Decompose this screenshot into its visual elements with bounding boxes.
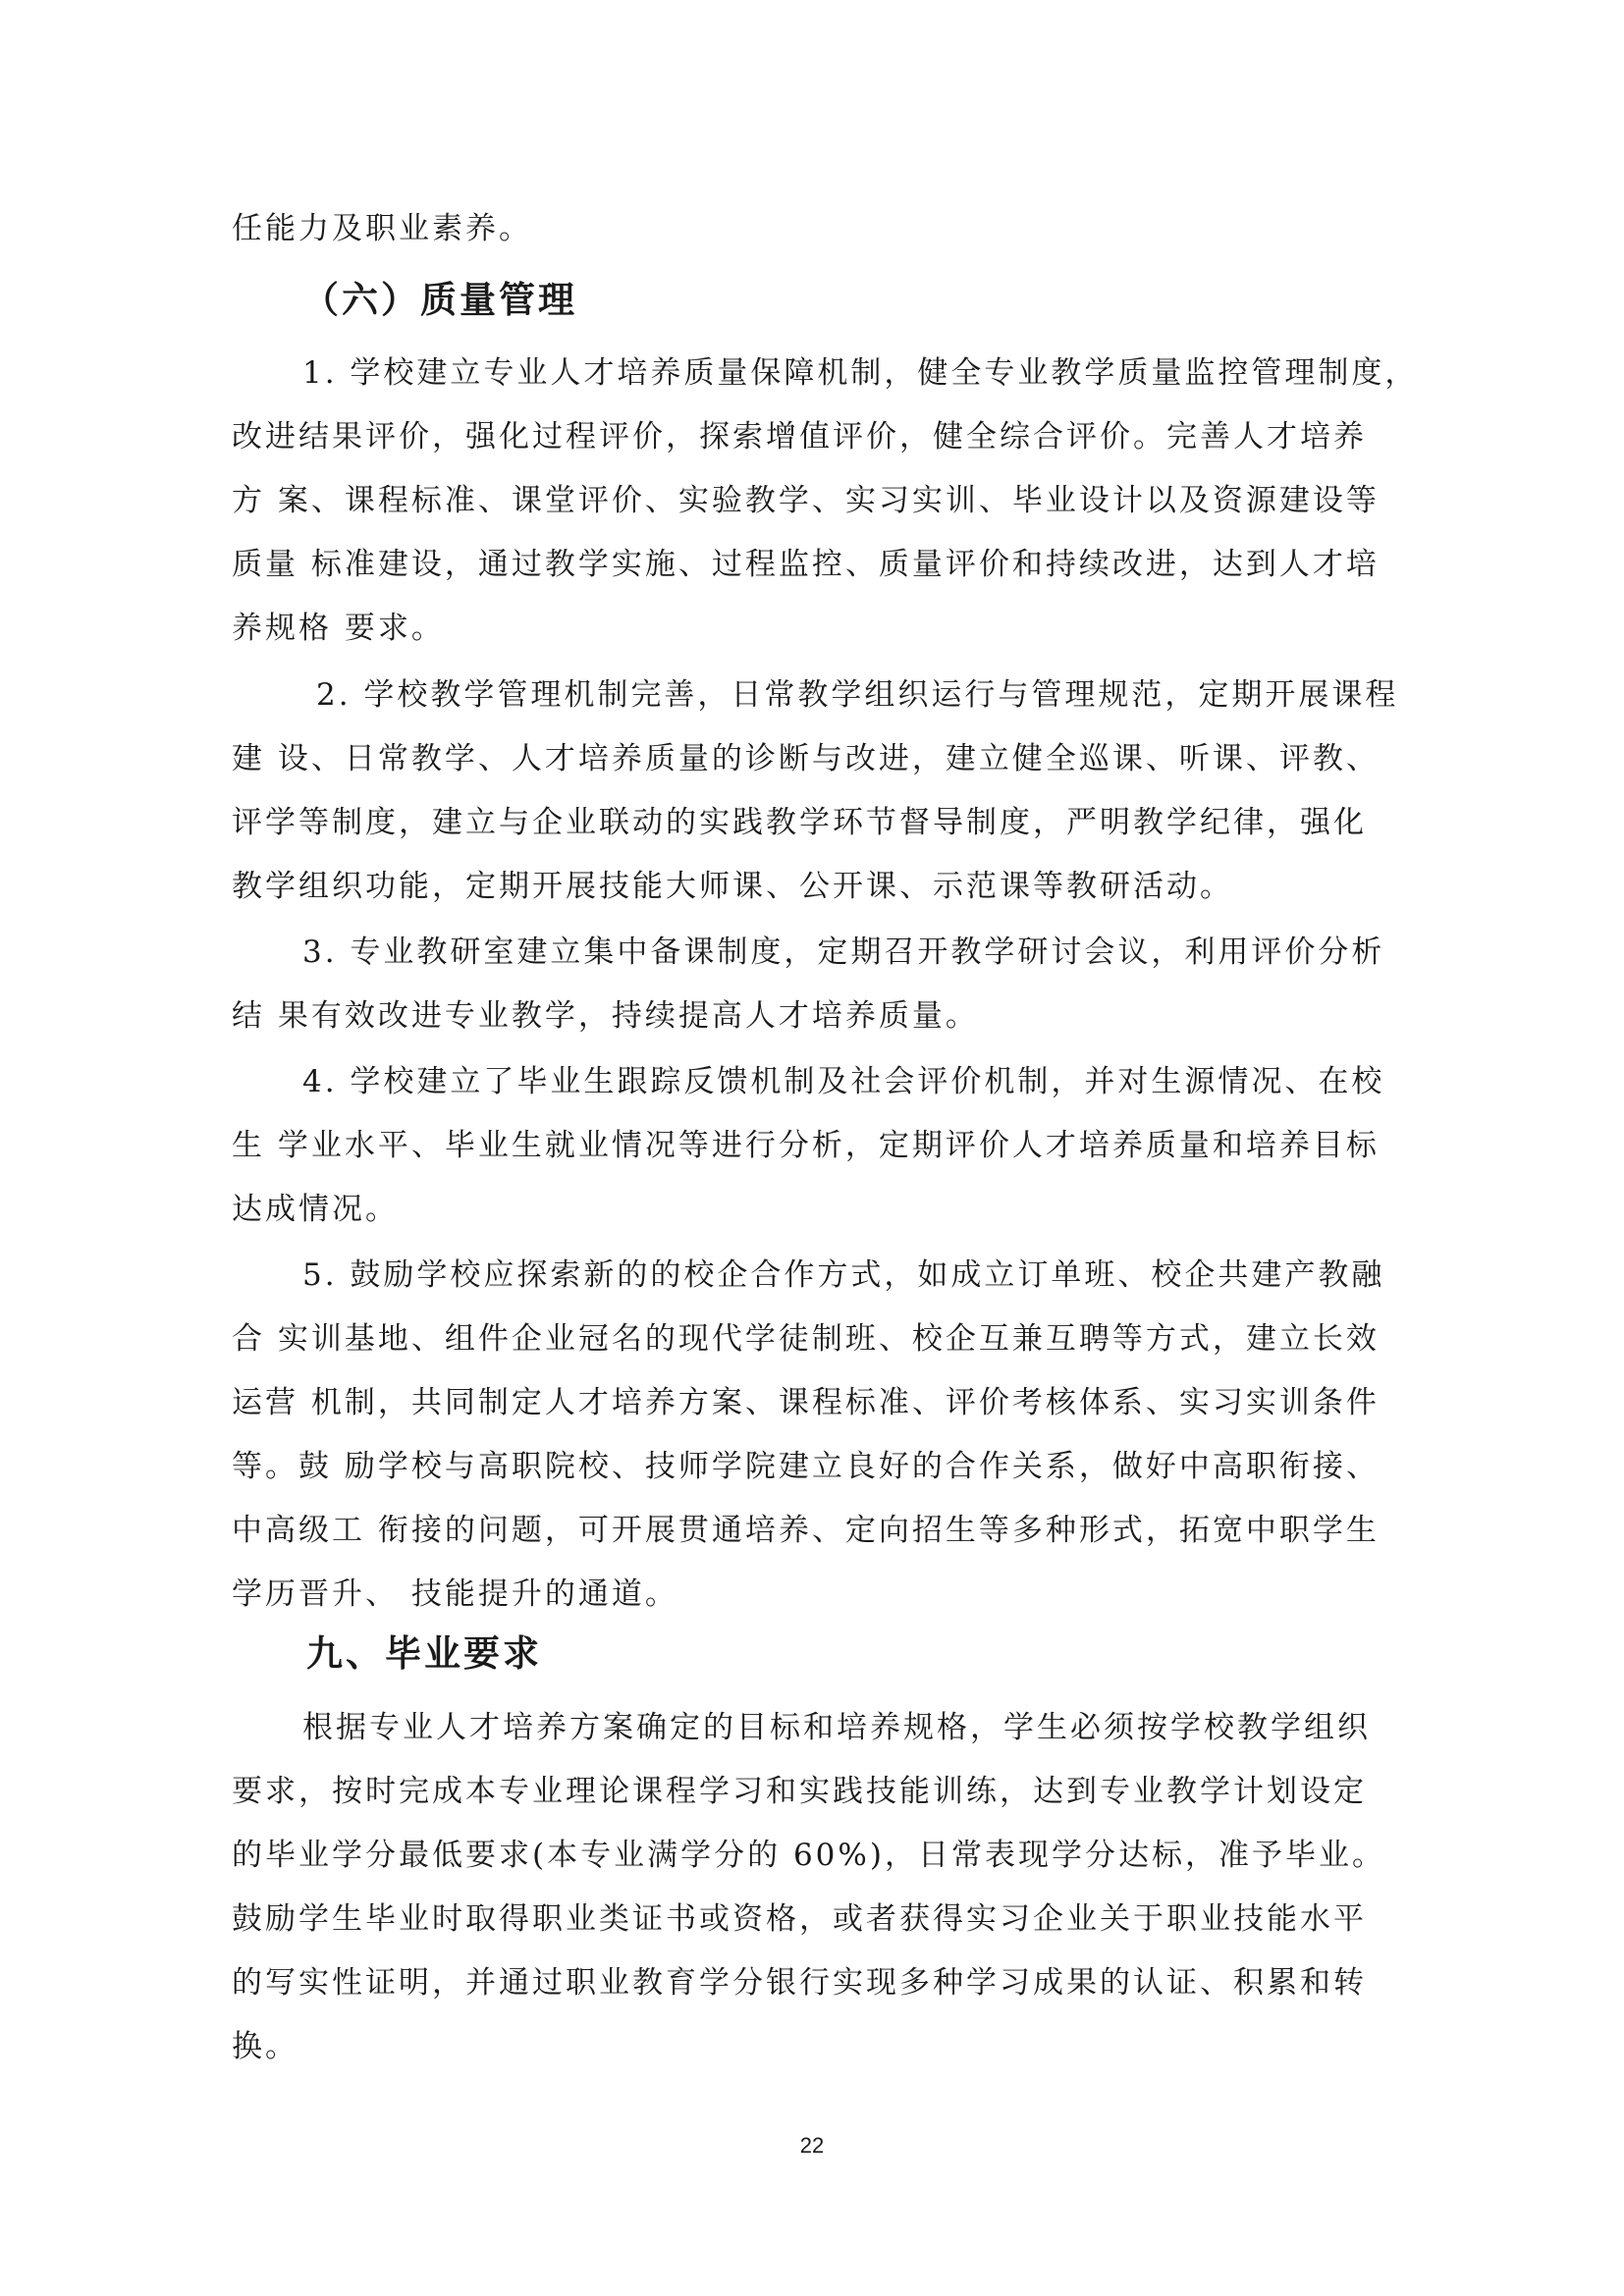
paragraph-line: 鼓励学生毕业时取得职业类证书或资格，或者获得实习企业关于职业技能水平 [232, 1901, 1367, 1937]
paragraph-line: 运营 机制，共同制定人才培养方案、课程标准、评价考核体系、实习实训条件 [232, 1385, 1380, 1420]
paragraph-line: 任能力及职业素养。 [232, 211, 532, 246]
paragraph-line: 养规格 要求。 [232, 611, 445, 646]
paragraph-line: 换。 [232, 2029, 298, 2064]
paragraph-line: 4. 学校建立了毕业生跟踪反馈机制及社会评价机制，并对生源情况、在校 [302, 1064, 1385, 1099]
paragraph-line: 3. 专业教研室建立集中备课制度，定期召开教学研讨会议，利用评价分析 [302, 934, 1385, 970]
section-heading-graduation-requirements: 九、毕业要求 [306, 1632, 542, 1675]
paragraph-line: 达成情况。 [232, 1192, 399, 1227]
paragraph-line: 生 学业水平、毕业生就业情况等进行分析，定期评价人才培养质量和培养目标 [232, 1128, 1380, 1163]
paragraph-line: 要求，按时完成本专业理论课程学习和实践技能训练，达到专业教学计划设定 [232, 1774, 1367, 1809]
page-number: 22 [799, 2133, 825, 2158]
paragraph-line: 学历晋升、 技能提升的通道。 [232, 1576, 678, 1612]
paragraph-line: 的写实性证明，并通过职业教育学分银行实现多种学习成果的认证、积累和转 [232, 1965, 1367, 2001]
paragraph-line: 建 设、日常教学、人才培养质量的诊断与改进，建立健全巡课、听课、评教、 [232, 741, 1380, 776]
paragraph-line: 合 实训基地、组件企业冠名的现代学徒制班、校企互兼互聘等方式，建立长效 [232, 1321, 1380, 1357]
paragraph-line: 质量 标准建设，通过教学实施、过程监控、质量评价和持续改进，达到人才培 [232, 547, 1380, 582]
section-heading-quality-management: （六）质量管理 [302, 279, 577, 321]
paragraph-line: 方 案、课程标准、课堂评价、实验教学、实习实训、毕业设计以及资源建设等 [232, 483, 1380, 518]
paragraph-line: 等。鼓 励学校与高职院校、技师学院建立良好的合作关系，做好中高职衔接、 [232, 1449, 1380, 1484]
paragraph-line: 中高级工 衔接的问题，可开展贯通培养、定向招生等多种形式，拓宽中职学生 [232, 1513, 1380, 1548]
paragraph-line: 结 果有效改进专业教学，持续提高人才培养质量。 [232, 998, 979, 1034]
paragraph-line: 2. 学校教学管理机制完善，日常教学组织运行与管理规范，定期开展课程 [316, 677, 1399, 713]
paragraph-line: 评学等制度，建立与企业联动的实践教学环节督导制度，严明教学纪律，强化 [232, 805, 1367, 840]
paragraph-line: 改进结果评价，强化过程评价，探索增值评价，健全综合评价。完善人才培养 [232, 419, 1367, 454]
paragraph-line: 5. 鼓励学校应探索新的的校企合作方式，如成立订单班、校企共建产教融 [302, 1257, 1385, 1293]
paragraph-line: 1. 学校建立专业人才培养质量保障机制，健全专业教学质量监控管理制度， [302, 355, 1419, 391]
paragraph-line: 根据专业人才培养方案确定的目标和培养规格，学生必须按学校教学组织 [302, 1710, 1371, 1745]
paragraph-line: 教学组织功能，定期开展技能大师课、公开课、示范课等教研活动。 [232, 869, 1233, 904]
paragraph-line: 的毕业学分最低要求(本专业满学分的 60%)，日常表现学分达标，准予毕业。 [232, 1838, 1385, 1873]
